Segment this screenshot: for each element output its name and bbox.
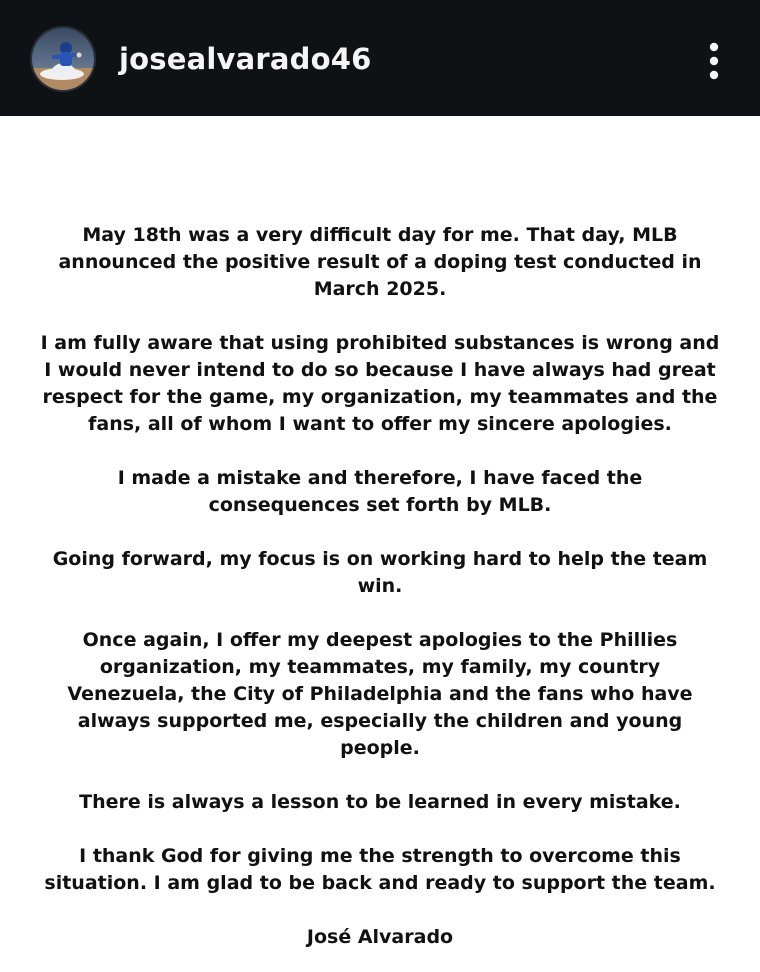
statement-paragraph: I thank God for giving me the strength to overcome this situation. I am glad to be back and ready to support the team. xyxy=(44,845,716,894)
statement-post xyxy=(40,222,720,951)
statement-paragraph: There is always a lesson to be learned in every mistake. xyxy=(79,791,681,813)
statement-paragraph: May 18th was a very difficult day for me. That day, MLB announced the positive result of a doping test conducted in March 2025. xyxy=(58,224,702,300)
statement-paragraph: Once again, I offer my deepest apologies to the Phillies organization, my teammates, my family, my country Venezuela, the City of Philadelphia and the fans who have always supported me, especially the children and young people. xyxy=(67,629,693,759)
more-options-button[interactable] xyxy=(698,40,730,82)
statement-paragraph: I made a mistake and therefore, I have faced the consequences set forth by MLB. xyxy=(117,467,643,516)
username[interactable]: josealvarado46 xyxy=(119,42,372,76)
statement-paragraph: I am fully aware that using prohibited substances is wrong and I would never intend to do so because I have always had great respect for the game, my organization, my teammates and the fans, all of whom I want to offer my sincere apologies. xyxy=(40,332,720,435)
statement-paragraph: Going forward, my focus is on working hard to help the team win. xyxy=(52,548,708,597)
avatar[interactable] xyxy=(32,28,94,90)
more-vertical-icon xyxy=(698,40,730,82)
profile-header xyxy=(0,0,760,116)
avatar-photo xyxy=(32,28,94,90)
signature: José Alvarado xyxy=(306,926,454,948)
